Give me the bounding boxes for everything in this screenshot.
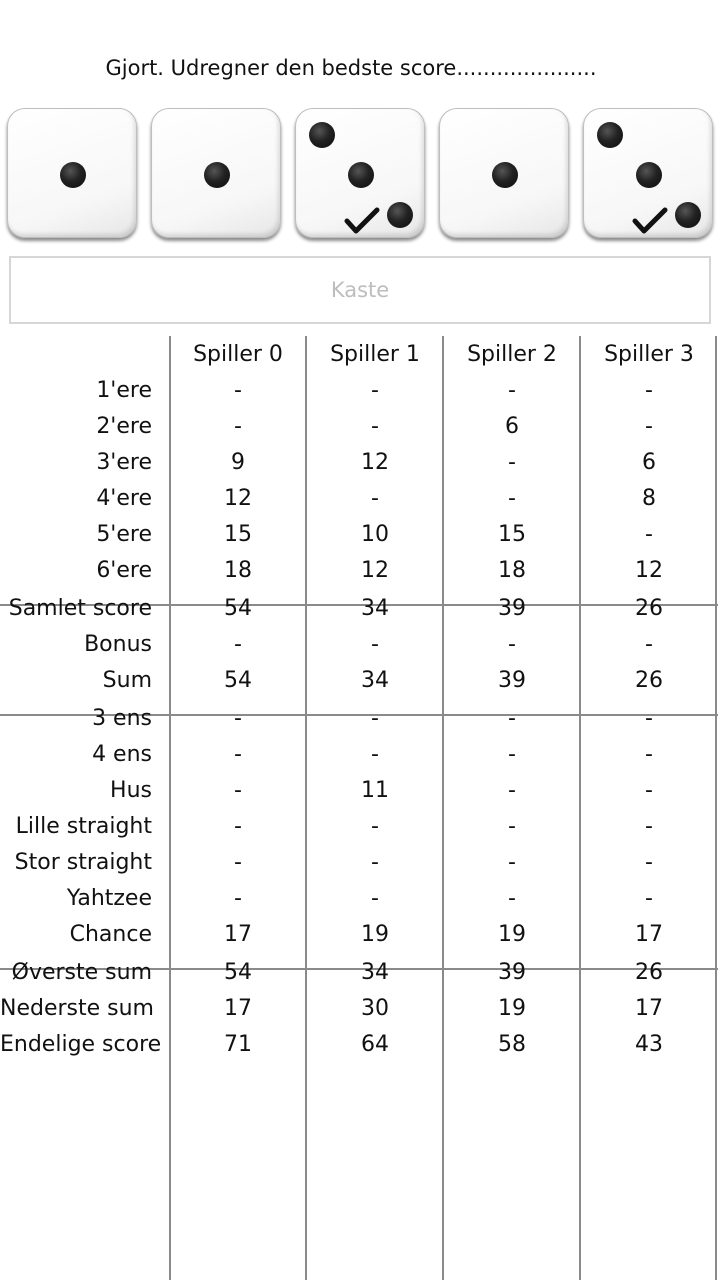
score-cell[interactable]: - — [645, 742, 653, 767]
die-pip — [492, 162, 518, 188]
player-header: Spiller 2 — [467, 342, 557, 367]
die-pip — [636, 162, 662, 188]
score-row-label: 3'ere — [96, 450, 152, 475]
die-2[interactable] — [151, 108, 281, 238]
score-cell[interactable]: 26 — [635, 596, 663, 621]
score-cell[interactable]: - — [234, 778, 242, 803]
score-cell[interactable]: 17 — [635, 922, 663, 947]
score-cell[interactable]: - — [234, 378, 242, 403]
score-cell[interactable]: - — [645, 414, 653, 439]
score-cell[interactable]: 12 — [224, 486, 252, 511]
score-cell[interactable]: - — [645, 814, 653, 839]
score-cell[interactable]: - — [234, 886, 242, 911]
player-header: Spiller 3 — [604, 342, 694, 367]
score-cell[interactable]: - — [371, 414, 379, 439]
score-cell[interactable]: 34 — [361, 960, 389, 985]
score-row-label: Bonus — [84, 632, 152, 657]
score-cell[interactable]: 39 — [498, 668, 526, 693]
score-cell[interactable]: - — [645, 706, 653, 731]
score-row-label: Lille straight — [15, 814, 152, 839]
score-cell[interactable]: 39 — [498, 960, 526, 985]
score-cell[interactable]: 18 — [224, 558, 252, 583]
score-cell[interactable]: 12 — [361, 558, 389, 583]
score-cell[interactable]: - — [371, 742, 379, 767]
score-cell[interactable]: - — [508, 378, 516, 403]
score-cell[interactable]: 64 — [361, 1032, 389, 1057]
checkmark-icon — [632, 207, 668, 235]
score-cell[interactable]: - — [234, 814, 242, 839]
score-cell[interactable]: 34 — [361, 596, 389, 621]
score-row-label: 4 ens — [92, 742, 152, 767]
score-cell[interactable]: 12 — [635, 558, 663, 583]
score-row-label: 5'ere — [96, 522, 152, 547]
score-cell[interactable]: 54 — [224, 960, 252, 985]
die-pip — [675, 202, 701, 228]
score-cell[interactable]: - — [508, 632, 516, 657]
score-row-label: Sum — [102, 668, 152, 693]
score-cell[interactable]: - — [645, 778, 653, 803]
score-cell[interactable]: - — [234, 742, 242, 767]
score-cell[interactable]: - — [371, 486, 379, 511]
status-text: Gjort. Udregner den bedste score..................... — [105, 56, 597, 80]
score-row-label: 4'ere — [96, 486, 152, 511]
score-cell[interactable]: 58 — [498, 1032, 526, 1057]
die-pip — [60, 162, 86, 188]
die-pip — [597, 122, 623, 148]
score-cell[interactable]: 26 — [635, 960, 663, 985]
score-cell[interactable]: 30 — [361, 996, 389, 1021]
score-cell[interactable]: - — [508, 886, 516, 911]
score-cell[interactable]: 10 — [361, 522, 389, 547]
score-row-label: Stor straight — [14, 850, 152, 875]
die-pip — [387, 202, 413, 228]
score-cell[interactable]: 12 — [361, 450, 389, 475]
score-cell[interactable]: 18 — [498, 558, 526, 583]
score-cell[interactable]: - — [645, 850, 653, 875]
score-cell[interactable]: 6 — [505, 414, 519, 439]
score-row-label: 6'ere — [96, 558, 152, 583]
score-row-label: Nederste sum — [0, 996, 154, 1021]
score-cell[interactable]: - — [508, 450, 516, 475]
die-3[interactable] — [295, 108, 425, 238]
score-cell[interactable]: 34 — [361, 668, 389, 693]
score-cell[interactable]: - — [508, 778, 516, 803]
score-cell[interactable]: - — [371, 632, 379, 657]
die-pip — [348, 162, 374, 188]
score-cell[interactable]: 19 — [498, 996, 526, 1021]
score-cell[interactable]: 39 — [498, 596, 526, 621]
score-row-label: Samlet score — [8, 596, 152, 621]
score-cell[interactable]: 19 — [361, 922, 389, 947]
score-cell[interactable]: 71 — [224, 1032, 252, 1057]
player-header: Spiller 1 — [330, 342, 420, 367]
score-cell[interactable]: - — [371, 850, 379, 875]
die-5[interactable] — [583, 108, 713, 238]
score-cell[interactable]: 9 — [231, 450, 245, 475]
score-cell[interactable]: - — [645, 632, 653, 657]
roll-button[interactable]: Kaste — [9, 256, 711, 324]
score-cell[interactable]: - — [371, 378, 379, 403]
score-cell[interactable]: - — [508, 850, 516, 875]
score-cell[interactable]: 15 — [498, 522, 526, 547]
score-cell[interactable]: 15 — [224, 522, 252, 547]
die-4[interactable] — [439, 108, 569, 238]
score-cell[interactable]: 54 — [224, 668, 252, 693]
score-cell[interactable]: 6 — [642, 450, 656, 475]
score-cell[interactable]: - — [508, 742, 516, 767]
score-row-label: 2'ere — [96, 414, 152, 439]
score-cell[interactable]: - — [645, 522, 653, 547]
score-row-label: Yahtzee — [66, 886, 152, 911]
score-cell[interactable]: - — [234, 706, 242, 731]
score-cell[interactable]: 17 — [224, 996, 252, 1021]
score-row-label: Hus — [110, 778, 152, 803]
score-cell[interactable]: - — [234, 414, 242, 439]
checkmark-icon — [344, 207, 380, 235]
score-row-label: 1'ere — [96, 378, 152, 403]
score-cell[interactable]: - — [508, 814, 516, 839]
score-cell[interactable]: 17 — [224, 922, 252, 947]
score-cell[interactable]: 54 — [224, 596, 252, 621]
score-cell[interactable]: - — [508, 486, 516, 511]
score-cell[interactable]: - — [234, 632, 242, 657]
score-cell[interactable]: 19 — [498, 922, 526, 947]
score-cell[interactable]: - — [234, 850, 242, 875]
die-1[interactable] — [7, 108, 137, 238]
score-cell[interactable]: 43 — [635, 1032, 663, 1057]
die-pip — [204, 162, 230, 188]
die-pip — [309, 122, 335, 148]
score-row-label: Chance — [69, 922, 152, 947]
score-cell[interactable]: 17 — [635, 996, 663, 1021]
score-cell[interactable]: - — [371, 814, 379, 839]
score-cell[interactable]: 26 — [635, 668, 663, 693]
score-cell[interactable]: - — [371, 706, 379, 731]
player-header: Spiller 0 — [193, 342, 283, 367]
score-cell[interactable]: - — [508, 706, 516, 731]
score-cell[interactable]: - — [371, 886, 379, 911]
score-row-label: 3 ens — [92, 706, 152, 731]
score-cell[interactable]: - — [645, 378, 653, 403]
score-cell[interactable]: 8 — [642, 486, 656, 511]
score-row-label: Øverste sum — [11, 960, 152, 985]
score-cell[interactable]: - — [645, 886, 653, 911]
score-row-label: Endelige score — [0, 1032, 162, 1057]
score-cell[interactable]: 11 — [361, 778, 389, 803]
